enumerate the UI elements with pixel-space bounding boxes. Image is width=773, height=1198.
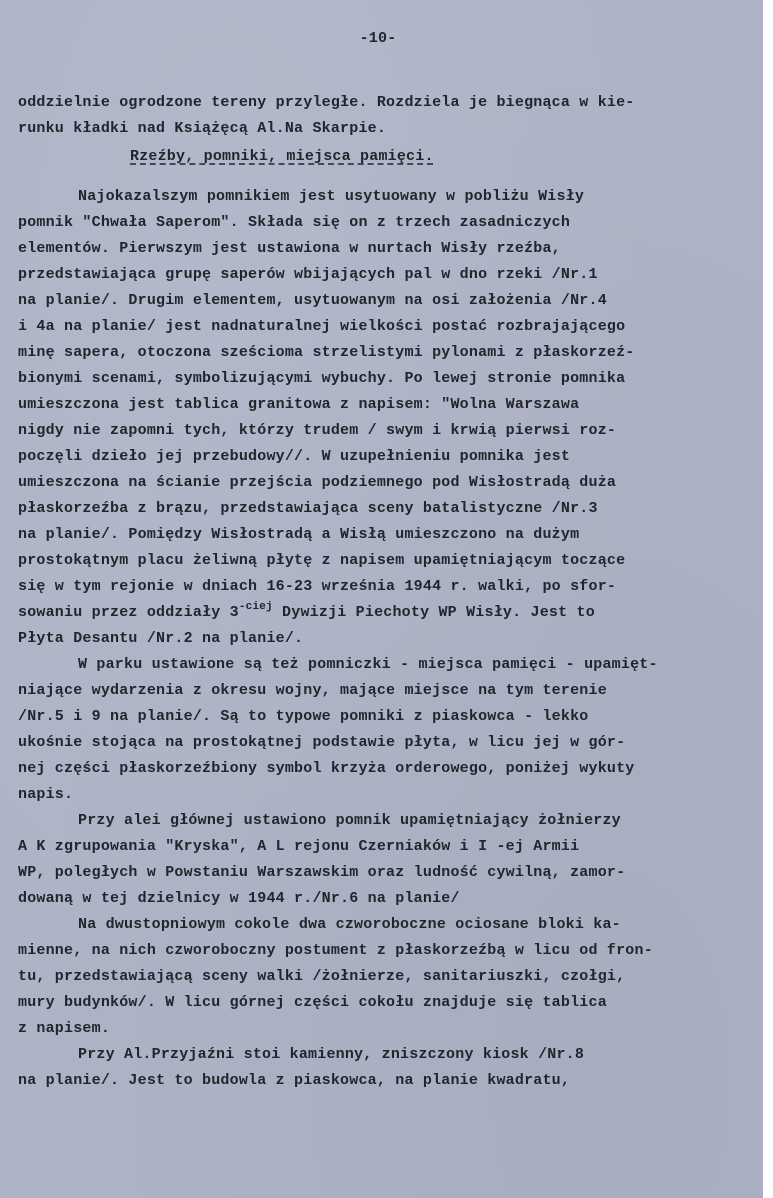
text-segment: sowaniu przez oddziały 3 bbox=[18, 604, 239, 621]
text-line: ukośnie stojąca na prostokątnej podstawie płyta, w licu jej w gór- bbox=[18, 734, 626, 751]
text-line: niające wydarzenia z okresu wojny, mające miejsce na tym terenie bbox=[18, 682, 607, 699]
paragraph-plinth-description bbox=[18, 912, 738, 1042]
text-line: i 4a na planie/ jest nadnaturalnej wielkości postać rozbrajającego bbox=[18, 318, 626, 335]
text-line: dowaną w tej dzielnicy w 1944 r./Nr.6 na planie/ bbox=[18, 890, 460, 907]
text-line-with-superscript bbox=[18, 600, 738, 626]
text-line: oddzielnie ogrodzone tereny przyległe. Rozdziela je biegnąca w kie- bbox=[18, 94, 635, 111]
text-line: /Nr.5 i 9 na planie/. Są to typowe pomniki z piaskowca - lekko bbox=[18, 708, 589, 725]
text-line: napis. bbox=[18, 786, 74, 803]
text-line: umieszczona jest tablica granitowa z napisem: "Wolna Warszawa bbox=[18, 396, 580, 413]
text-line: się w tym rejonie w dniach 16-23 września 1944 r. walki, po sfor- bbox=[18, 578, 617, 595]
text-line: W parku ustawione są też pomniczki - miejsca pamięci - upamięt- bbox=[78, 656, 658, 673]
text-line: Przy Al.Przyjaźni stoi kamienny, zniszczony kiosk /Nr.8 bbox=[78, 1046, 585, 1063]
document-body bbox=[18, 26, 738, 1094]
text-line: mienne, na nich czworoboczny postument z płaskorzeźbą w licu od fron- bbox=[18, 942, 653, 959]
text-line: Na dwustopniowym cokole dwa czworoboczne ociosane bloki ka- bbox=[78, 916, 621, 933]
text-line: elementów. Pierwszym jest ustawiona w nurtach Wisły rzeźba, bbox=[18, 240, 561, 257]
text-line: płaskorzeźba z brązu, przedstawiająca sceny batalistyczne /Nr.3 bbox=[18, 500, 598, 517]
scan-margin bbox=[763, 0, 773, 1198]
text-line: tu, przedstawiającą sceny walki /żołnierze, sanitariuszki, czołgi, bbox=[18, 968, 626, 985]
text-line: na planie/. Jest to budowla z piaskowca, na planie kwadratu, bbox=[18, 1072, 571, 1089]
text-line: na planie/. Pomiędzy Wisłostradą a Wisłą umieszczono na dużym bbox=[18, 526, 580, 543]
text-line: przedstawiająca grupę saperów wbijających pal w dno rzeki /Nr.1 bbox=[18, 266, 598, 283]
text-line: WP, poległych w Powstaniu Warszawskim oraz ludność cywilną, zamor- bbox=[18, 864, 626, 881]
page-number: -10- bbox=[359, 30, 397, 47]
text-line: minę sapera, otoczona sześcioma strzelistymi pylonami z płaskorzeź- bbox=[18, 344, 635, 361]
paragraph-memorial-sites bbox=[18, 652, 738, 808]
ordinal-superscript: -ciej bbox=[238, 601, 273, 613]
text-line: Płyta Desantu /Nr.2 na planie/. bbox=[18, 630, 304, 647]
section-heading: Rzeźby, pomniki, miejsca pamięci. bbox=[130, 148, 434, 165]
text-line: z napisem. bbox=[18, 1020, 111, 1037]
text-line: poczęli dzieło jej przebudowy//. W uzupełnieniu pomnika jest bbox=[18, 448, 571, 465]
text-line: umieszczona na ścianie przejścia podziemnego pod Wisłostradą duża bbox=[18, 474, 617, 491]
paragraph-stone-kiosk bbox=[18, 1042, 738, 1094]
paragraph-monument-sappers bbox=[18, 184, 738, 652]
paragraph-home-army-monument bbox=[18, 808, 738, 912]
text-line: bionymi scenami, symbolizującymi wybuchy. Po lewej stronie pomnika bbox=[18, 370, 626, 387]
text-line: A K zgrupowania "Kryska", A L rejonu Czerniaków i I -ej Armii bbox=[18, 838, 580, 855]
text-line: na planie/. Drugim elementem, usytuowanym na osi założenia /Nr.4 bbox=[18, 292, 607, 309]
text-line: Najokazalszym pomnikiem jest usytuowany w pobliżu Wisły bbox=[78, 188, 585, 205]
text-line: runku kładki nad Książęcą Al.Na Skarpie. bbox=[18, 120, 387, 137]
text-segment: Dywizji Piechoty WP Wisły. Jest to bbox=[272, 604, 595, 621]
text-line: mury budynków/. W licu górnej części cokołu znajduje się tablica bbox=[18, 994, 607, 1011]
intro-paragraph bbox=[18, 90, 738, 142]
text-line: nigdy nie zapomni tych, którzy trudem / swym i krwią pierwsi roz- bbox=[18, 422, 617, 439]
text-line: nej części płaskorzeźbiony symbol krzyża orderowego, poniżej wykuty bbox=[18, 760, 635, 777]
text-line: pomnik "Chwała Saperom". Składa się on z trzech zasadniczych bbox=[18, 214, 571, 231]
text-line: Przy alei głównej ustawiono pomnik upamiętniający żołnierzy bbox=[78, 812, 621, 829]
text-line: prostokątnym placu żeliwną płytę z napisem upamiętniającym toczące bbox=[18, 552, 626, 569]
